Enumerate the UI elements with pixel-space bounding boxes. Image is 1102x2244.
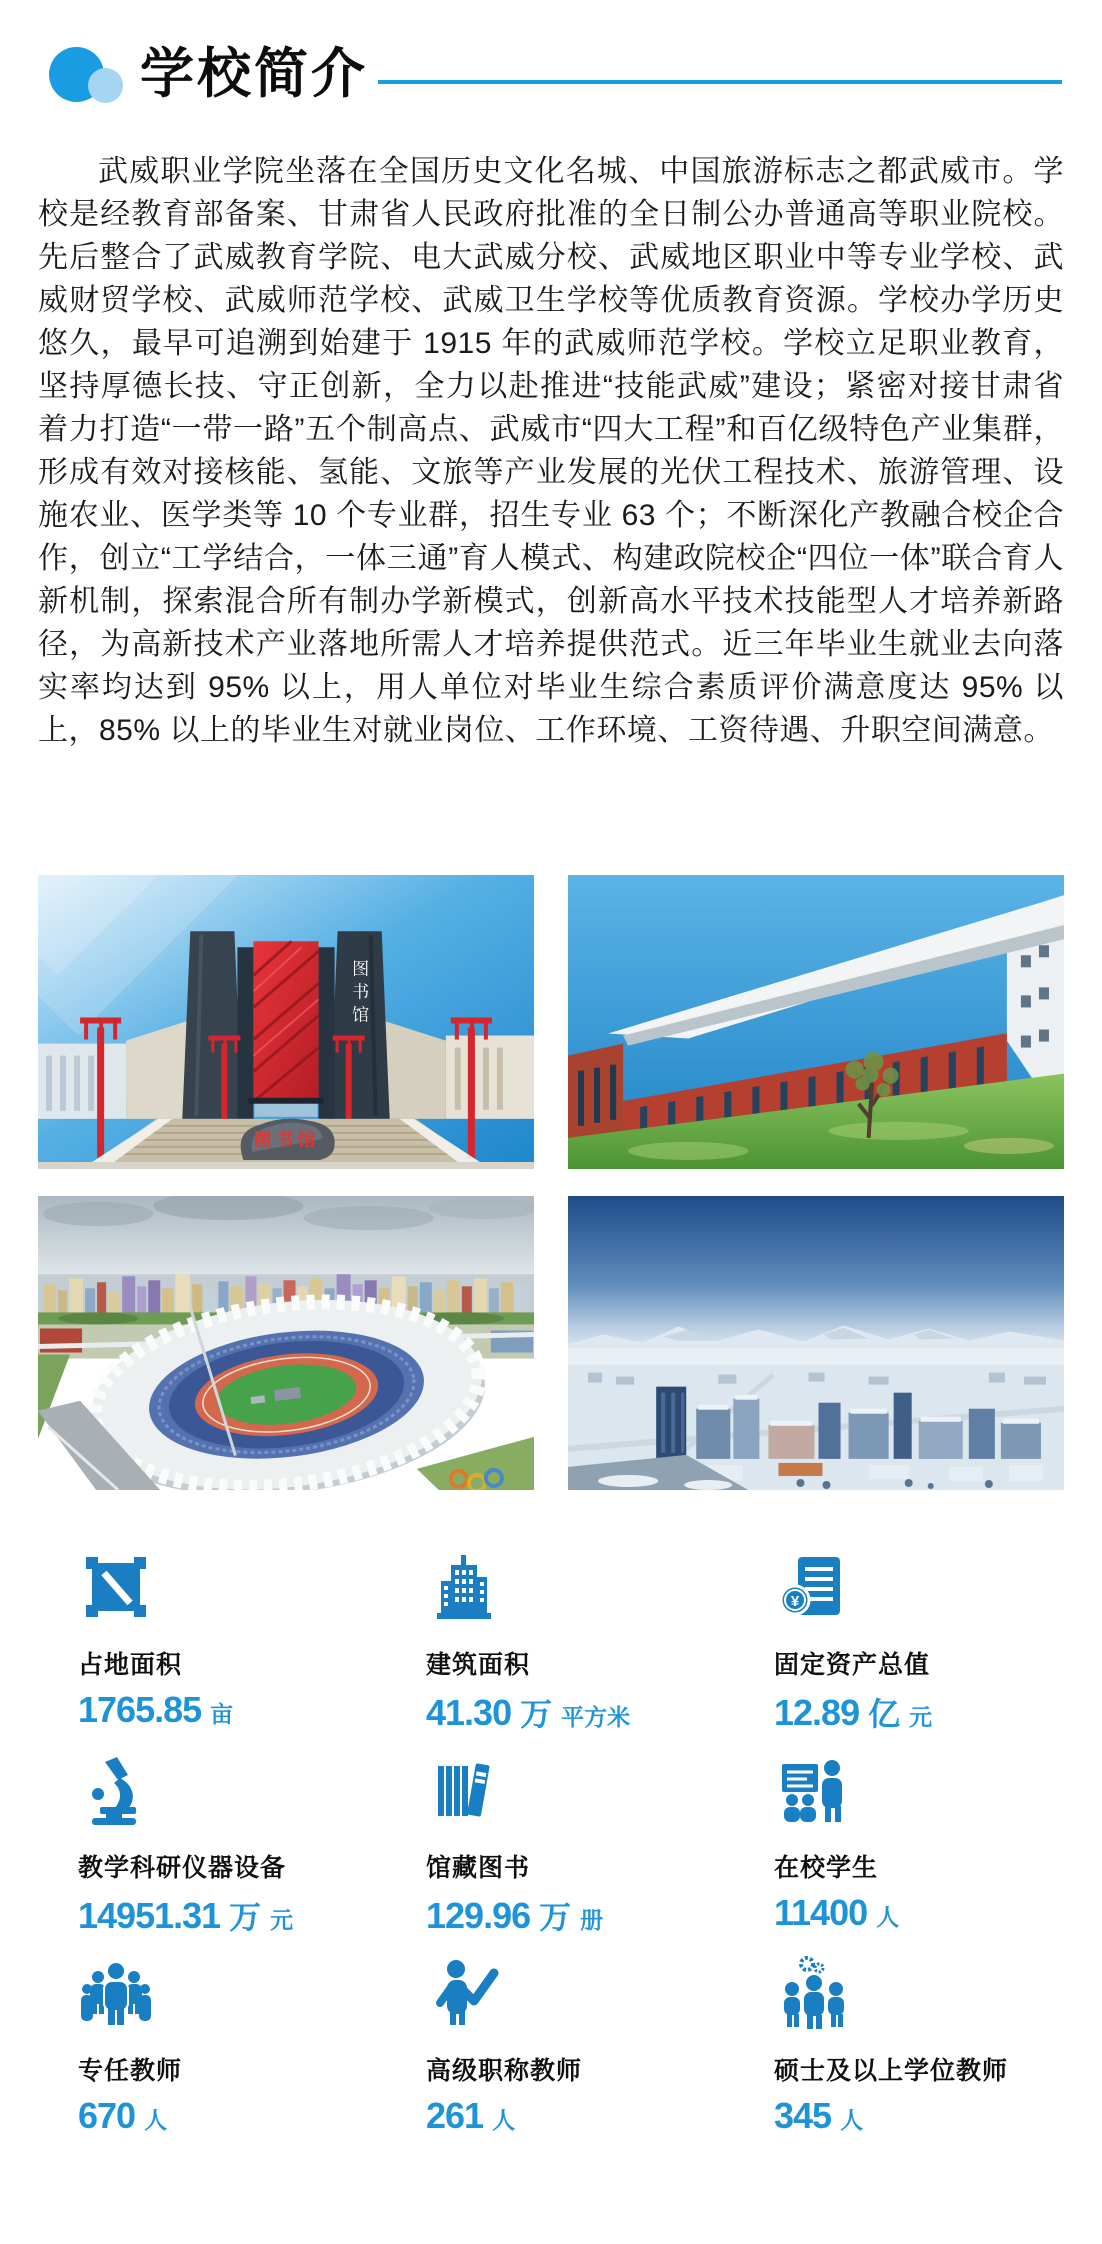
stat-unit-small: 人	[492, 2107, 516, 2133]
stat-card-senior-teachers	[426, 1955, 774, 2158]
stat-value	[78, 1689, 426, 1731]
land-area-icon	[78, 1549, 154, 1625]
books-icon	[426, 1752, 502, 1828]
stat-unit-big: 万	[229, 1899, 262, 1935]
stat-value	[78, 2095, 426, 2137]
stat-unit-big: 万	[539, 1899, 572, 1935]
fixed-assets-icon	[774, 1549, 850, 1625]
stat-card-building-area	[426, 1549, 774, 1752]
stat-label: 占地面积	[78, 1651, 183, 1679]
stat-number: 345	[774, 2095, 832, 2136]
stat-unit-small: 人	[144, 2107, 168, 2133]
stat-unit-big: 万	[520, 1696, 553, 1732]
intro-paragraph: 武威职业学院坐落在全国历史文化名城、中国旅游标志之都武威市。学校是经教育部备案、甘肃省人民政府批准的全日制公办普通高等职业院校。先后整合了武威教育学院、电大武威分校、武威地区职业中等专业学校、武威财贸学校、武威师范学校、武威卫生学校等优质教育资源。学校办学历史悠久，最早可追溯到始建于 1915 年的武威师范学校。学校立足职业教育，坚持厚德长技、守正创新，全力以赴推进“技能武威”建设；紧密对接甘肃省着力打造“一带一路”五个制高点、武威市“四大工程”和百亿级特色产业集群，形成有效对接核能、氢能、文旅等产业发展的光伏工程技术、旅游管理、设施农业、医学类等 10 个专业群，招生专业 63 个；不断深化产教融合校企合作，创立“工学结合，一体三通”育人模式、构建政院校企“四位一体”联合育人新机制，探索混合所有制办学新模式，创新高水平技术技能型人才培养新路径，为高新技术产业落地所需人才培养提供范式。近三年毕业生就业去向落实率均达到 95% 以上，用人单位对毕业生综合素质评价满意度达 95% 以上，85% 以上的毕业生对就业岗位、工作环境、工资待遇、升职空间满意。	[38, 155, 1064, 747]
stat-card-students	[774, 1752, 1102, 1955]
stat-label: 馆藏图书	[426, 1854, 531, 1882]
header-bullet-small-icon	[88, 68, 123, 103]
stat-number: 261	[426, 2095, 484, 2136]
stat-card-equipment	[78, 1752, 426, 1955]
postgraduate-teachers-icon	[774, 1955, 850, 2031]
stat-label: 固定资产总值	[774, 1651, 931, 1679]
stat-number: 12.89	[774, 1692, 860, 1733]
stat-value	[774, 2095, 1102, 2137]
header-rule	[378, 80, 1062, 84]
stats-grid	[78, 1549, 1102, 2158]
stat-label: 专任教师	[78, 2057, 183, 2085]
stat-unit-small: 平方米	[561, 1704, 631, 1730]
stat-unit-small: 册	[580, 1907, 604, 1933]
stat-label: 教学科研仪器设备	[78, 1854, 287, 1882]
stat-unit-small: 元	[270, 1907, 294, 1933]
stat-number: 14951.31	[78, 1895, 221, 1936]
senior-teacher-icon	[426, 1955, 502, 2031]
red-brick-building-photo	[568, 875, 1064, 1169]
library-building-photo	[38, 875, 534, 1169]
library-sign-text: 图书馆	[349, 959, 369, 1029]
stat-card-postgraduate-teachers	[774, 1955, 1102, 2158]
page-title: 学校简介	[140, 44, 368, 104]
microscope-icon	[78, 1752, 154, 1828]
stat-number: 670	[78, 2095, 136, 2136]
building-icon	[426, 1549, 502, 1625]
stat-label: 在校学生	[774, 1854, 879, 1882]
stat-number: 11400	[774, 1892, 868, 1933]
students-icon	[774, 1752, 850, 1828]
stat-unit-small: 元	[909, 1704, 933, 1730]
stat-card-fixed-assets	[774, 1549, 1102, 1752]
stat-value	[78, 1892, 426, 1938]
stat-number: 129.96	[426, 1895, 531, 1936]
stat-card-land-area	[78, 1549, 426, 1752]
snowy-campus-aerial-photo	[568, 1196, 1064, 1490]
stat-label: 高级职称教师	[426, 2057, 583, 2085]
stat-number: 41.30	[426, 1692, 512, 1733]
stat-unit-small: 人	[840, 2107, 864, 2133]
stat-unit-small: 亩	[210, 1701, 234, 1727]
photo-grid	[38, 875, 1064, 1490]
stat-value	[426, 2095, 774, 2137]
stat-value	[774, 1689, 1102, 1735]
stat-number: 1765.85	[78, 1689, 202, 1730]
library-stone-text: 图书馆	[253, 1129, 320, 1150]
stat-card-fulltime-teachers	[78, 1955, 426, 2158]
stadium-aerial-photo	[38, 1196, 534, 1490]
stat-card-library-books	[426, 1752, 774, 1955]
stat-value	[774, 1892, 1102, 1934]
stat-value	[426, 1892, 774, 1938]
stat-label: 硕士及以上学位教师	[774, 2057, 1009, 2085]
svg-text:¥: ¥	[790, 1593, 800, 1610]
stat-label: 建筑面积	[426, 1651, 531, 1679]
stat-value	[426, 1689, 774, 1735]
stat-unit-big: 亿	[868, 1696, 901, 1732]
teachers-group-icon	[78, 1955, 154, 2031]
stat-unit-small: 人	[876, 1904, 900, 1930]
